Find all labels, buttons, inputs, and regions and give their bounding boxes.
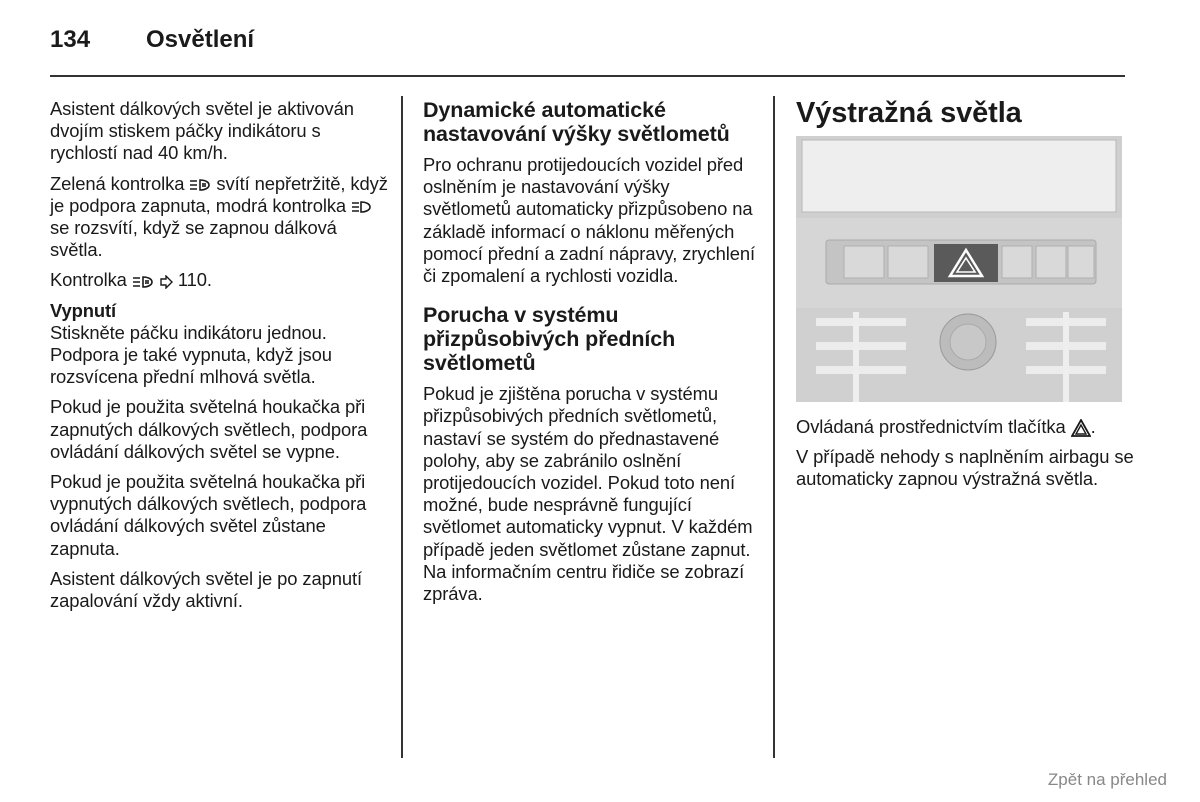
paragraph: Asistent dálkových světel je po zapnutí zapalování vždy aktivní. <box>50 567 362 612</box>
paragraph: Ovládaná prostřednictvím tlačítka . <box>796 416 1096 437</box>
high-beam-assist-icon <box>189 178 211 192</box>
hazard-warning-icon <box>1071 419 1091 437</box>
paragraph: V případě nehody s naplněním airbagu se automaticky zapnou výstražná světla. <box>796 446 1134 490</box>
column-1 <box>50 98 390 620</box>
paragraph: Kontrolka 110. <box>50 269 212 291</box>
arrow-reference-icon[interactable] <box>159 275 173 289</box>
high-beam-assist-icon <box>132 275 154 289</box>
paragraph: Asistent dálkových světel je aktivován dvojím stiskem páčky indikátoru s rychlostí nad 40 km/h. <box>50 98 354 164</box>
column-divider-1 <box>401 96 403 758</box>
page-title: Osvětlení <box>146 26 255 53</box>
column-3 <box>796 98 1136 499</box>
hazard-button-photo <box>796 136 1122 402</box>
section-title: Výstražná světla <box>796 97 1022 129</box>
column-2 <box>423 98 761 613</box>
section-subheading: Vypnutí <box>50 299 117 321</box>
page-reference-link[interactable]: 110. <box>177 269 212 291</box>
paragraph: Pro ochranu protijedoucích vozidel před oslněním je nastavování výšky světlometů automaticky přizpůsobeno na základě informací o náklonu měřených pomocí přední a zadní nápravy, zrychlení či zpomalení a rychlosti vozidla. <box>423 154 755 287</box>
paragraph: Pokud je použita světelná houkačka při zapnutých dálkových světlech, podpora ovládání dálkových světel se vypne. <box>50 396 368 462</box>
page-number: 134 <box>50 26 91 53</box>
back-to-overview-link[interactable]: Zpět na přehled <box>1047 770 1167 789</box>
paragraph: Zelená kontrolka svítí nepřetržitě, když je podpora zapnuta, modrá kontrolka se rozsvítí, když se zapnou dálková světla. <box>50 172 388 261</box>
paragraph: Pokud je použita světelná houkačka při vypnutých dálkových světlech, podpora ovládání dálkových světel zůstane zapnuta. <box>50 471 367 559</box>
high-beam-icon <box>351 200 371 214</box>
paragraph: Stiskněte páčku indikátoru jednou. Podpora je také vypnuta, když jsou rozsvícena přední mlhová světla. <box>50 321 332 388</box>
paragraph: Pokud je zjištěna porucha v systému přizpůsobivých předních světlometů, nastaví se systém do přednastavené polohy, aby se zabránilo oslnění protijedoucích vozidel. Pokud toto není možné, bude nesprávně fungující světlomet automaticky vypnut. V každém případě jeden světlomet zůstane zapnut. Na informačním centru řidiče se zobrazí zpráva. <box>423 383 753 605</box>
section-heading: Dynamické automatické nastavování výšky světlometů <box>423 98 730 146</box>
column-divider-2 <box>773 96 775 758</box>
header-rule <box>50 75 1125 77</box>
section-heading: Porucha v systému přizpůsobivých předních světlometů <box>423 303 676 376</box>
